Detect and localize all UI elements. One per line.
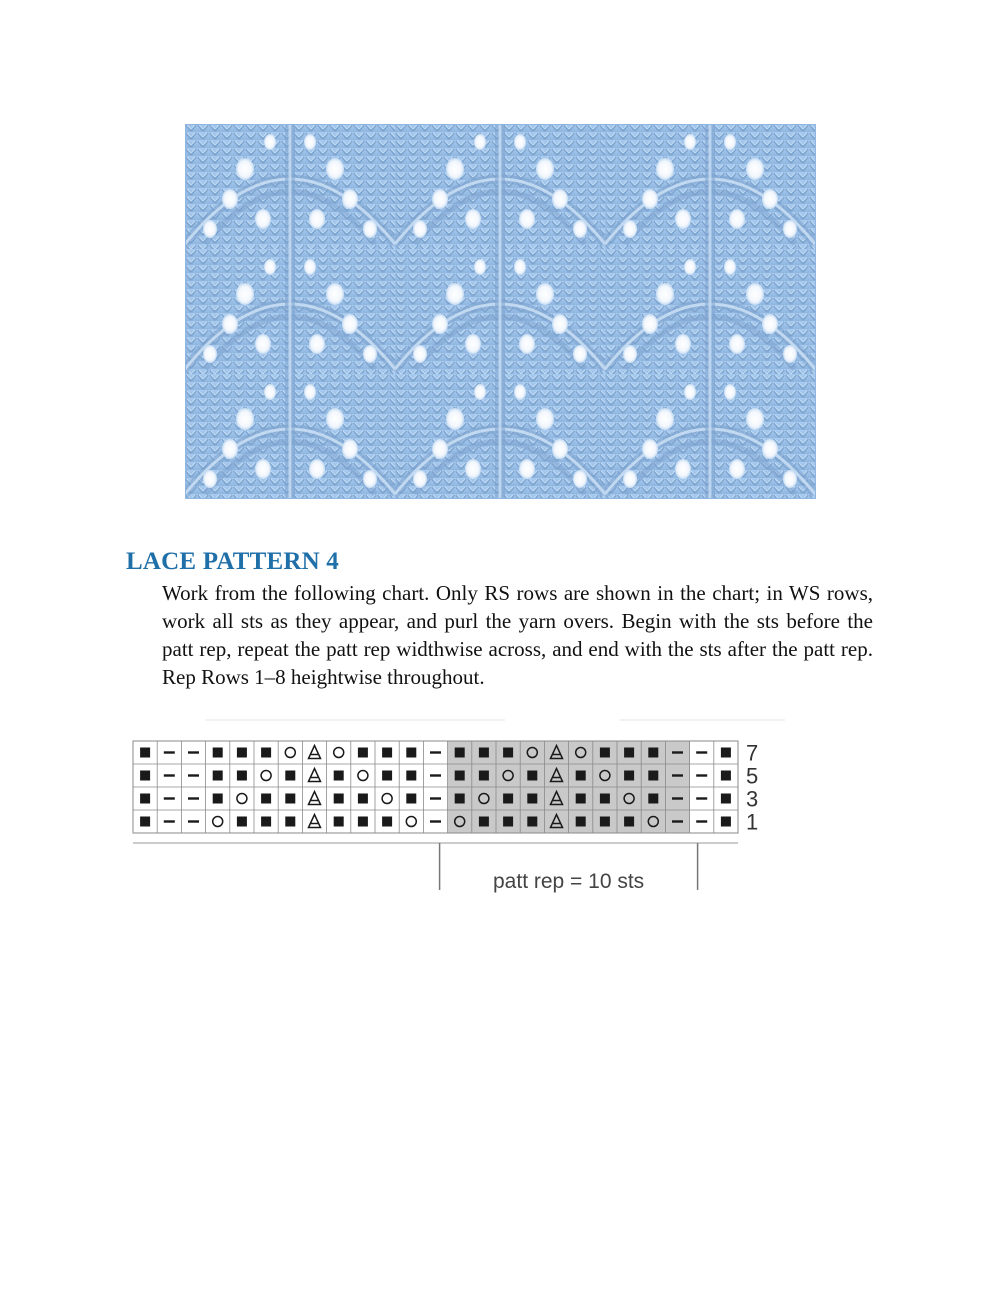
purl-stitch-symbol (696, 797, 707, 799)
knit-stitch-symbol (358, 817, 368, 827)
knit-stitch-symbol (721, 748, 731, 758)
row-number-label: 7 (746, 740, 759, 766)
purl-stitch-symbol (164, 797, 175, 799)
yarn-over-symbol (406, 817, 416, 827)
knit-stitch-symbol (576, 794, 586, 804)
row-number-label: 3 (746, 786, 759, 812)
knit-stitch-symbol (261, 817, 271, 827)
knit-stitch-symbol (600, 748, 610, 758)
lace-swatch-graphic (185, 124, 816, 499)
purl-stitch-symbol (430, 774, 441, 776)
knit-stitch-symbol (261, 748, 271, 758)
purl-stitch-symbol (696, 774, 707, 776)
knit-stitch-symbol (213, 771, 223, 781)
knit-stitch-symbol (479, 817, 489, 827)
instructions-paragraph: Work from the following chart. Only RS rows are shown in the chart; in WS rows, work all sts as they appear, and purl the yarn overs. Begin with the sts before the patt rep, repeat the patt rep widthwise across, and end with the sts after the patt rep. Rep Rows 1–8 heightwise throughout. (162, 581, 873, 689)
knit-stitch-symbol (527, 771, 537, 781)
row-number-label: 1 (746, 809, 759, 835)
purl-stitch-symbol (164, 774, 175, 776)
knit-stitch-symbol (600, 817, 610, 827)
knit-stitch-symbol (334, 817, 344, 827)
knit-stitch-symbol (285, 771, 295, 781)
row-number-label: 5 (746, 763, 759, 789)
yarn-over-symbol (261, 771, 271, 781)
knit-stitch-symbol (624, 771, 634, 781)
knit-stitch-symbol (140, 817, 150, 827)
knit-stitch-symbol (600, 794, 610, 804)
knit-stitch-symbol (648, 794, 658, 804)
knit-stitch-symbol (382, 771, 392, 781)
knit-stitch-symbol (237, 771, 247, 781)
knit-stitch-symbol (648, 748, 658, 758)
purl-stitch-symbol (672, 820, 683, 822)
knitting-chart-svg (0, 700, 1000, 900)
knit-stitch-symbol (213, 794, 223, 804)
knit-stitch-symbol (382, 748, 392, 758)
knit-stitch-symbol (503, 794, 513, 804)
purl-stitch-symbol (188, 774, 199, 776)
double-decrease-symbol (309, 815, 321, 828)
knit-stitch-symbol (140, 748, 150, 758)
knit-stitch-symbol (285, 794, 295, 804)
knit-stitch-symbol (721, 771, 731, 781)
knit-stitch-symbol (406, 771, 416, 781)
yarn-over-symbol (382, 794, 392, 804)
knit-stitch-symbol (479, 771, 489, 781)
knit-stitch-symbol (213, 748, 223, 758)
purl-stitch-symbol (430, 797, 441, 799)
purl-stitch-symbol (672, 797, 683, 799)
knit-stitch-symbol (382, 817, 392, 827)
purl-stitch-symbol (188, 797, 199, 799)
knit-stitch-symbol (406, 794, 416, 804)
purl-stitch-symbol (696, 820, 707, 822)
knit-stitch-symbol (503, 817, 513, 827)
knit-stitch-symbol (261, 794, 271, 804)
knit-stitch-symbol (140, 794, 150, 804)
knit-stitch-symbol (237, 817, 247, 827)
knit-stitch-symbol (648, 771, 658, 781)
double-decrease-symbol (309, 769, 321, 782)
knit-stitch-symbol (576, 771, 586, 781)
knit-stitch-symbol (527, 794, 537, 804)
knit-stitch-symbol (503, 748, 513, 758)
knitting-chart (0, 700, 1000, 900)
purl-stitch-symbol (430, 751, 441, 753)
knit-stitch-symbol (455, 794, 465, 804)
knit-stitch-symbol (358, 794, 368, 804)
knit-stitch-symbol (721, 794, 731, 804)
purl-stitch-symbol (672, 751, 683, 753)
knit-stitch-symbol (285, 817, 295, 827)
knit-stitch-symbol (527, 817, 537, 827)
yarn-over-symbol (213, 817, 223, 827)
double-decrease-symbol (309, 792, 321, 805)
knit-stitch-symbol (358, 748, 368, 758)
double-decrease-symbol (309, 746, 321, 759)
yarn-over-symbol (285, 748, 295, 758)
lace-swatch-photo (185, 124, 816, 499)
knit-stitch-symbol (721, 817, 731, 827)
yarn-over-symbol (358, 771, 368, 781)
purl-stitch-symbol (696, 751, 707, 753)
repeat-label: patt rep = 10 sts (493, 870, 645, 893)
purl-stitch-symbol (188, 751, 199, 753)
knit-stitch-symbol (334, 771, 344, 781)
knit-stitch-symbol (624, 817, 634, 827)
knit-stitch-symbol (406, 748, 416, 758)
purl-stitch-symbol (430, 820, 441, 822)
yarn-over-symbol (237, 794, 247, 804)
knit-stitch-symbol (455, 748, 465, 758)
knit-stitch-symbol (140, 771, 150, 781)
purl-stitch-symbol (164, 751, 175, 753)
knit-stitch-symbol (334, 794, 344, 804)
page-title: LACE PATTERN 4 (126, 548, 340, 575)
purl-stitch-symbol (188, 820, 199, 822)
knit-stitch-symbol (455, 771, 465, 781)
knit-stitch-symbol (479, 748, 489, 758)
knit-stitch-symbol (237, 748, 247, 758)
knit-stitch-symbol (624, 748, 634, 758)
yarn-over-symbol (334, 748, 344, 758)
purl-stitch-symbol (672, 774, 683, 776)
purl-stitch-symbol (164, 820, 175, 822)
knit-stitch-symbol (576, 817, 586, 827)
